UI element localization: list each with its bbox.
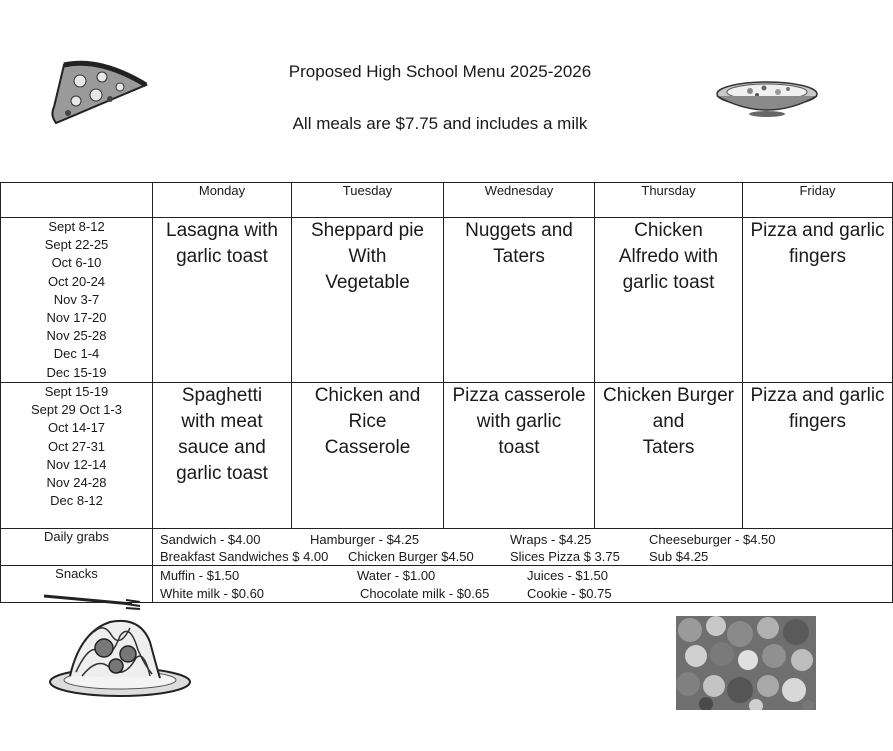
fruits-vegetables-image [676,616,816,710]
date-range: Dec 15-19 [46,364,107,380]
date-range: Oct 20-24 [47,273,106,289]
date-range: Oct 27-31 [47,438,106,454]
meal-line: With [348,246,387,267]
meal-line: fingers [788,246,847,267]
week-row-1 [1,218,893,383]
meal-line: Taters [642,437,695,458]
meal-line: with garlic [476,411,562,432]
date-range: Sept 22-25 [44,237,109,253]
date-range: Dec 8-12 [50,493,103,509]
meal-cell-wednesday [444,383,595,529]
snack-item: Juices - $1.50 [527,568,608,583]
meal-line: Rice [348,411,387,432]
snack-item: Muffin - $1.50 [160,568,240,583]
pizza-slice-icon [50,55,154,127]
day-header-friday: Friday [743,183,893,218]
header-row [1,183,893,218]
meal-line: Vegetable [325,272,410,293]
day-header-tuesday: Tuesday [292,183,444,218]
date-range: Dec 1-4 [53,346,100,362]
meal-line: garlic toast [176,463,268,484]
meal-line: Taters [493,246,545,267]
meal-line: Alfredo with [618,246,719,267]
price-note: All meals are $7.75 and includes a milk [292,114,588,133]
date-range: Nov 12-14 [46,456,107,472]
date-range: Oct 14-17 [47,420,106,436]
grab-item: Sandwich - $4.00 [160,532,261,547]
meal-line: garlic toast [176,246,268,267]
meal-cell-thursday [595,383,743,529]
snack-item: Cookie - $0.75 [527,586,612,601]
grab-item: Chicken Burger $4.50 [348,549,474,564]
grab-item: Sub $4.25 [649,549,709,564]
meal-cell-wednesday [444,218,595,383]
meal-line: toast [498,437,540,458]
date-range: Sept 15-19 [44,384,109,399]
grab-item: Hamburger - $4.25 [310,532,420,547]
meal-line: Chicken Burger [603,385,734,406]
meal-cell-thursday [595,218,743,383]
meal-cell-tuesday [292,383,444,529]
daily-grabs-row [1,529,893,566]
meal-line: Nuggets and [465,220,573,241]
grab-item: Cheeseburger - $4.50 [649,532,776,547]
date-range: Nov 25-28 [46,328,107,344]
meal-cell-friday [743,218,893,383]
grab-item: Wraps - $4.25 [510,532,592,547]
day-header-wednesday: Wednesday [444,183,595,218]
meal-line: and [652,411,685,432]
spaghetti-plate-icon [40,592,192,704]
meal-line: with meat [181,411,263,432]
snacks-items [153,566,893,603]
snacks-label: Snacks [1,566,153,603]
meal-line: Pizza casserole [452,385,586,406]
menu-table [0,182,893,603]
meal-line: fingers [788,411,847,432]
day-header-monday: Monday [153,183,292,218]
week-dates [1,218,153,383]
date-range: Nov 24-28 [46,475,107,491]
meal-cell-tuesday [292,218,444,383]
date-range: Nov 17-20 [46,310,107,326]
meal-cell-monday [153,218,292,383]
salad-bowl-icon [712,76,822,122]
date-range: Sept 8-12 [48,219,105,234]
meal-line: Pizza and garlic [750,385,885,406]
meal-cell-monday [153,383,292,529]
meal-line: Casserole [324,437,411,458]
meal-line: Chicken and [314,385,421,406]
date-range: Nov 3-7 [53,291,100,307]
meal-line: sauce and [178,437,266,458]
snack-item: Water - $1.00 [357,568,436,583]
snack-item: Chocolate milk - $0.65 [360,586,490,601]
meal-line: Pizza and garlic [750,220,885,241]
date-range: Oct 6-10 [51,255,102,271]
meal-cell-friday [743,383,893,529]
meal-line: Lasagna with [166,220,278,241]
meal-line: Spaghetti [181,385,263,406]
day-header-thursday: Thursday [595,183,743,218]
meal-line: Chicken [634,220,703,241]
grab-item: Breakfast Sandwiches $ 4.00 [160,549,329,564]
date-range: Sept 29 Oct 1-3 [30,402,123,418]
meal-line: Sheppard pie [310,220,425,241]
meal-line: garlic toast [622,272,715,293]
menu-title: Proposed High School Menu 2025-2026 [288,62,592,81]
corner-cell [1,183,153,218]
daily-grabs-label: Daily grabs [1,529,153,566]
daily-grabs-items [153,529,893,566]
snack-item: White milk - $0.60 [160,586,265,601]
week-row-2 [1,383,893,529]
week-dates [1,383,153,529]
grab-item: Slices Pizza $ 3.75 [510,549,620,564]
